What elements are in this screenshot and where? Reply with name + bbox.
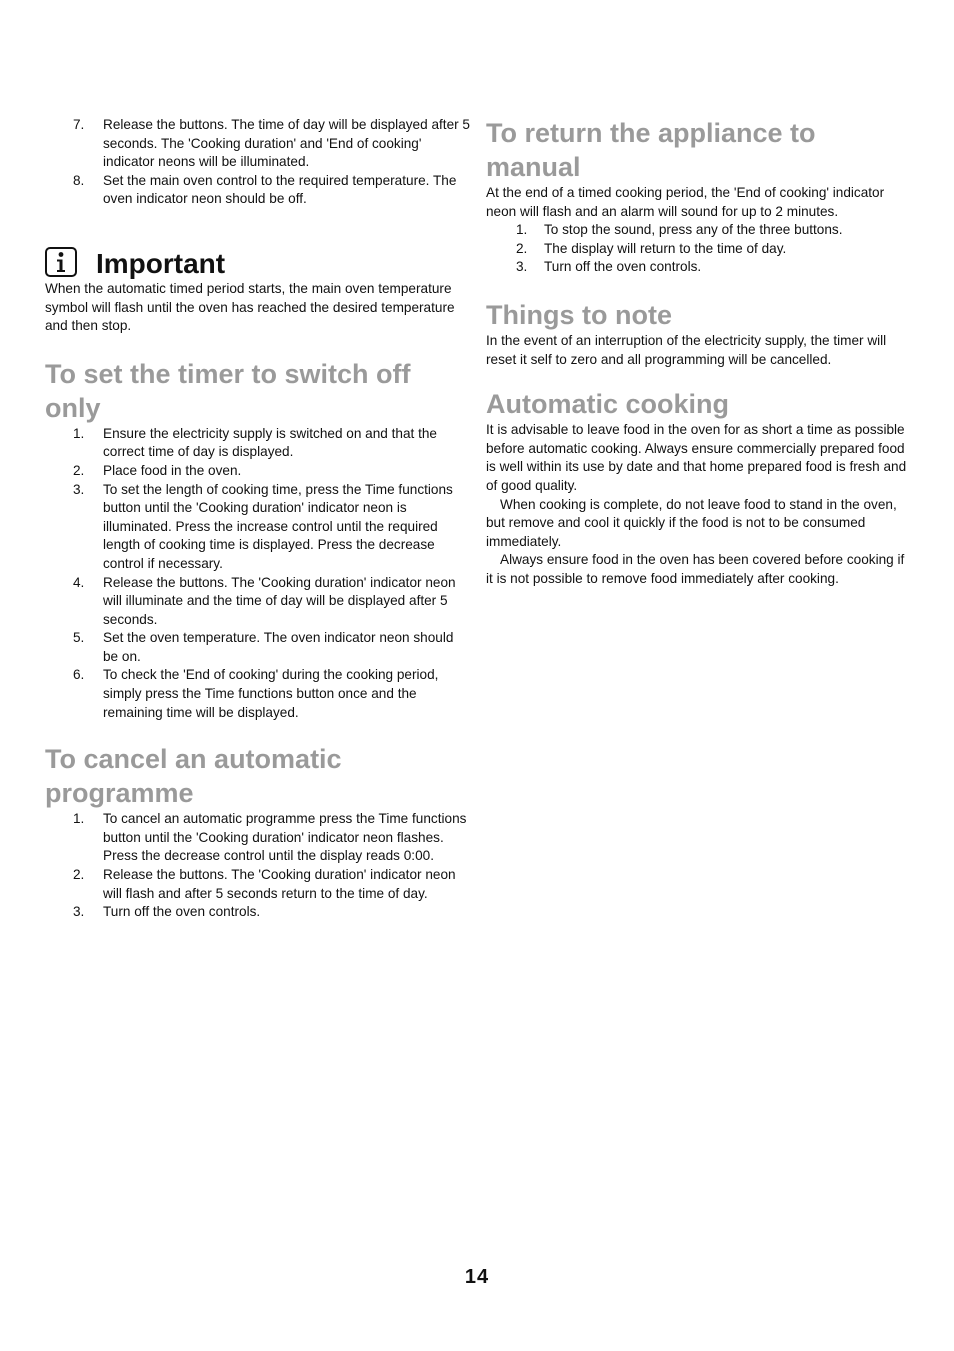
list-item: 1. To cancel an automatic programme press the Time functions button until the 'Cooking duration' indicator neon flashes. Press the decrease control until the display reads 0:00. (73, 811, 467, 864)
manual-steps (486, 221, 911, 277)
list-item: 8. Set the main oven control to the required temperature. The oven indicator neon should be off. (73, 172, 457, 207)
auto-paragraph: When cooking is complete, do not leave food to stand in the oven, but remove and cool it quickly if the food is not to be consumed immediately. (486, 496, 897, 549)
note-text: In the event of an interruption of the electricity supply, the timer will reset it self to zero and all programming will be cancelled. (486, 332, 887, 367)
auto-paragraph: It is advisable to leave food in the oven for as short a time as possible before automatic cooking. Always ensure commercially prepared food is well within its use by date and that home prepared food is fresh and of good quality. (486, 422, 907, 493)
list-item: 2. The display will return to the time of day. (516, 240, 787, 256)
auto-heading: Automatic cooking (486, 389, 730, 420)
important-title: Important (96, 247, 226, 279)
cancel-heading: To cancel an automatic programme (45, 744, 342, 809)
list-item: 1. To stop the sound, press any of the three buttons. (516, 222, 843, 238)
intro-list (45, 116, 470, 209)
list-item: 5. Set the oven temperature. The oven indicator neon should be on. (73, 630, 454, 664)
left-column (45, 116, 470, 922)
manual-text: At the end of a timed cooking period, the 'End of cooking' indicator neon will flash and an alarm will sound for up to 2 minutes. (486, 185, 885, 219)
timer-heading: To set the timer to switch off only (45, 358, 411, 423)
list-item: 3. To set the length of cooking time, press the Time functions button until the 'Cooking duration' indicator neon is illuminated. Press the increase control until the required length of cooking time is displayed. Press the decrease control if necessary. (73, 481, 453, 571)
list-item: 1. Ensure the electricity supply is switched on and that the correct time of day is displayed. (73, 425, 437, 460)
list-item: 7. Release the buttons. The time of day will be displayed after 5 seconds. The 'Cooking duration' and 'End of cooking' indicator neons will be illuminated. (73, 117, 470, 170)
cancel-steps (45, 810, 470, 922)
right-column (486, 116, 911, 589)
timer-steps (45, 425, 470, 723)
manual-heading: To return the appliance to manual (486, 118, 816, 182)
list-item: 2. Place food in the oven. (73, 462, 242, 478)
important-header (45, 245, 470, 279)
list-item: 6. To check the 'End of cooking' during the cooking period, simply press the Time functions button once and the remaining time will be displayed. (73, 667, 439, 720)
list-item: 3. Turn off the oven controls. (516, 259, 702, 275)
note-heading: Things to note (486, 299, 672, 330)
list-item: 4. Release the buttons. The 'Cooking duration' indicator neon will illuminate and the time of day will be displayed after 5 seconds. (73, 574, 456, 627)
list-item: 3. Turn off the oven controls. (73, 904, 261, 920)
auto-paragraph: Always ensure food in the oven has been covered before cooking if it is not possible to remove food immediately after cooking. (486, 552, 905, 586)
important-text: When the automatic timed period starts, the main oven temperature symbol will flash until the oven has reached the desired temperature and then stop. (45, 280, 455, 334)
info-icon (45, 247, 77, 277)
list-item: 2. Release the buttons. The 'Cooking duration' indicator neon will flash and after 5 seconds return to the time of day. (73, 867, 456, 901)
page-number: 14 (464, 1266, 490, 1288)
